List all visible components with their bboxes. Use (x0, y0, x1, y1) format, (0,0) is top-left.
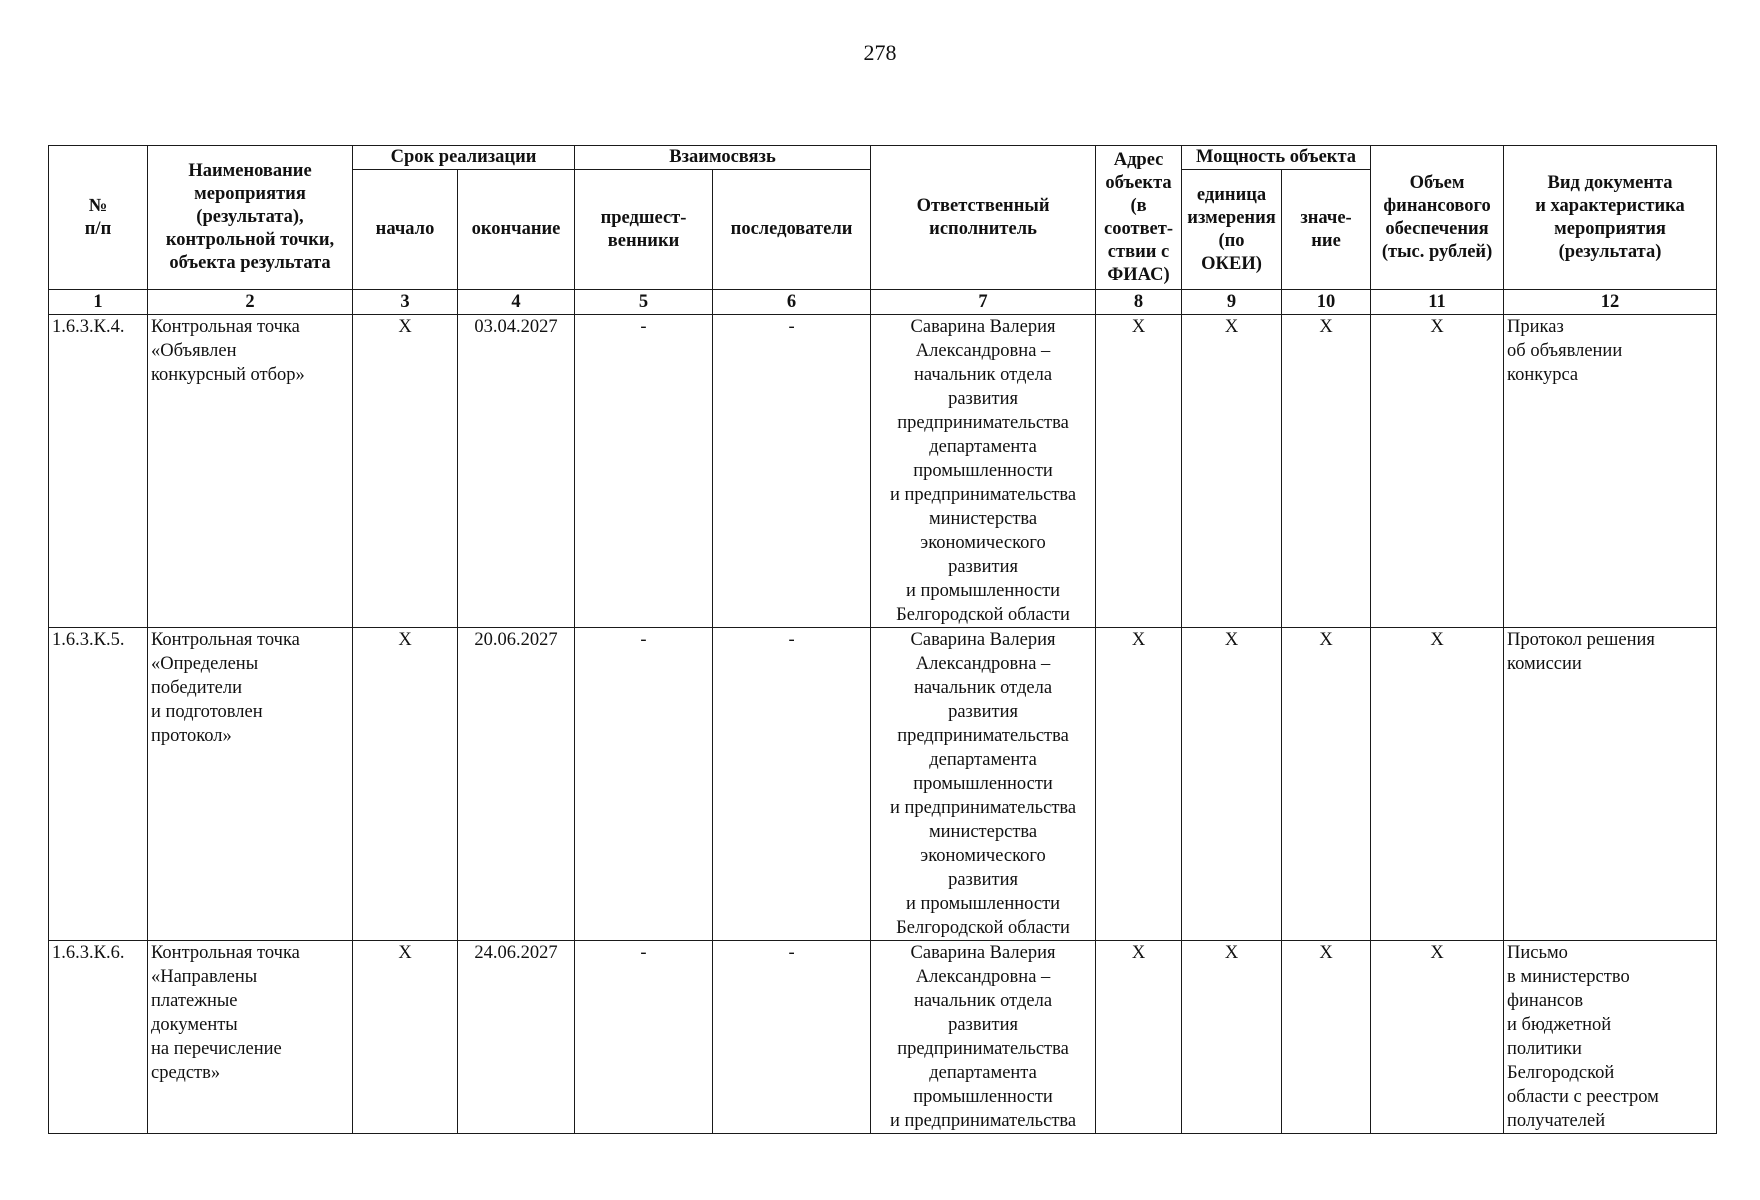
header-relation: Взаимосвязь (575, 146, 871, 170)
header-predecessors: предшест- венники (575, 170, 713, 290)
row-unit: Х (1182, 941, 1282, 1134)
row-followers: - (713, 941, 871, 1134)
header-capacity: Мощность объекта (1182, 146, 1371, 170)
header-followers: последователи (713, 170, 871, 290)
row-start: Х (353, 941, 458, 1134)
row-num: 1.6.3.К.5. (49, 628, 148, 941)
header-row-top (49, 146, 1717, 170)
header-doc-type: Вид документа и характеристика мероприятия (результата) (1504, 146, 1717, 290)
row-doc: Протокол решения комиссии (1504, 628, 1717, 941)
header-period: Срок реализации (353, 146, 575, 170)
column-number: 1 (49, 290, 148, 315)
table-row (49, 315, 1717, 628)
row-responsible: Саварина Валерия Александровна – начальник отдела развития предпринимательства департамента промышленности и предпринимательства (871, 941, 1096, 1134)
header-value: значе- ние (1282, 170, 1371, 290)
row-predecessors: - (575, 941, 713, 1134)
table-row (49, 941, 1717, 1134)
row-name: Контрольная точка «Направлены платежные документы на перечисление средств» (148, 941, 353, 1134)
row-doc: Приказ об объявлении конкурса (1504, 315, 1717, 628)
column-number: 9 (1182, 290, 1282, 315)
row-doc: Письмо в министерство финансов и бюджетной политики Белгородской области с реестром получателей (1504, 941, 1717, 1134)
row-followers: - (713, 628, 871, 941)
row-value: Х (1282, 628, 1371, 941)
row-start: Х (353, 628, 458, 941)
column-number-row (49, 290, 1717, 315)
row-unit: Х (1182, 628, 1282, 941)
row-name: Контрольная точка «Определены победители и подготовлен протокол» (148, 628, 353, 941)
plan-table (48, 145, 1717, 1134)
header-address: Адрес объекта (в соответ- ствии с ФИАС) (1096, 146, 1182, 290)
row-predecessors: - (575, 315, 713, 628)
row-end: 24.06.2027 (458, 941, 575, 1134)
row-followers: - (713, 315, 871, 628)
row-value: Х (1282, 315, 1371, 628)
column-number: 5 (575, 290, 713, 315)
row-num: 1.6.3.К.4. (49, 315, 148, 628)
row-predecessors: - (575, 628, 713, 941)
table-row (49, 628, 1717, 941)
row-finance: Х (1371, 941, 1504, 1134)
column-number: 10 (1282, 290, 1371, 315)
header-start: начало (353, 170, 458, 290)
column-number: 6 (713, 290, 871, 315)
row-end: 03.04.2027 (458, 315, 575, 628)
column-number: 11 (1371, 290, 1504, 315)
column-number: 2 (148, 290, 353, 315)
row-finance: Х (1371, 315, 1504, 628)
row-num: 1.6.3.К.6. (49, 941, 148, 1134)
column-number: 3 (353, 290, 458, 315)
row-responsible: Саварина Валерия Александровна – начальник отдела развития предпринимательства департамента промышленности и предпринимательства министерства экономического развития и промышленности Белгородской области (871, 315, 1096, 628)
column-number: 8 (1096, 290, 1182, 315)
row-address: Х (1096, 941, 1182, 1134)
header-num: № п/п (49, 146, 148, 290)
header-unit: единица измерения (по ОКЕИ) (1182, 170, 1282, 290)
row-address: Х (1096, 628, 1182, 941)
column-number: 4 (458, 290, 575, 315)
row-finance: Х (1371, 628, 1504, 941)
header-end: окончание (458, 170, 575, 290)
header-name: Наименование мероприятия (результата), контрольной точки, объекта результата (148, 146, 353, 290)
row-unit: Х (1182, 315, 1282, 628)
row-name: Контрольная точка «Объявлен конкурсный отбор» (148, 315, 353, 628)
row-start: Х (353, 315, 458, 628)
column-number: 7 (871, 290, 1096, 315)
row-end: 20.06.2027 (458, 628, 575, 941)
row-responsible: Саварина Валерия Александровна – начальник отдела развития предпринимательства департамента промышленности и предпринимательства министерства экономического развития и промышленности Белгородской области (871, 628, 1096, 941)
row-address: Х (1096, 315, 1182, 628)
header-finance: Объем финансового обеспечения (тыс. рублей) (1371, 146, 1504, 290)
page-number: 278 (863, 40, 897, 65)
column-number: 12 (1504, 290, 1717, 315)
header-responsible: Ответственный исполнитель (871, 146, 1096, 290)
row-value: Х (1282, 941, 1371, 1134)
